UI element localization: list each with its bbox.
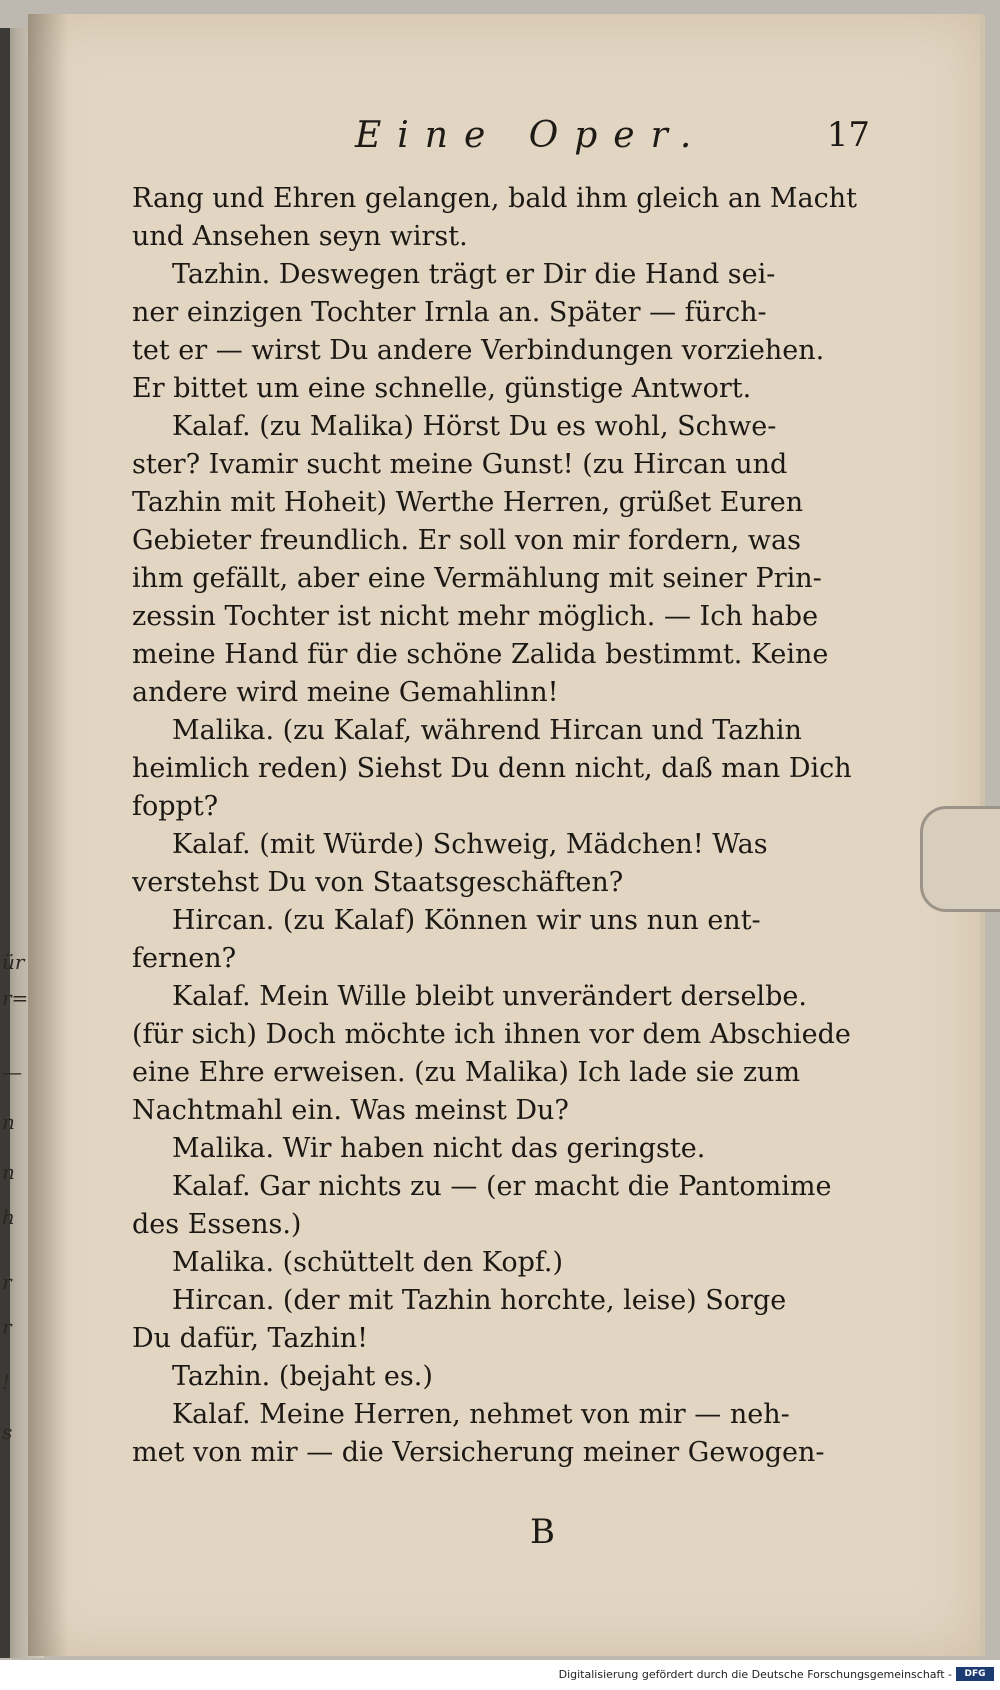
text-line: Malika. Wir haben nicht das geringste. <box>172 1133 706 1164</box>
page-header <box>130 115 870 165</box>
dfg-logo: DFG <box>956 1667 994 1681</box>
text-line: heimlich reden) Siehst Du denn nicht, daß man Dich <box>132 753 852 784</box>
text-line: Hircan. (der mit Tazhin horchte, leise) Sorge <box>172 1285 787 1316</box>
text-line: Malika. (zu Kalaf, während Hircan und Tazhin <box>172 715 802 746</box>
text-line: zessin Tochter ist nicht mehr möglich. — Ich habe <box>132 601 819 632</box>
text-line: Tazhin mit Hoheit) Werthe Herren, grüßet Euren <box>132 487 804 518</box>
text-line: und Ansehen seyn wirst. <box>132 221 468 252</box>
body-text <box>132 180 876 1472</box>
text-line: ster? Ivamir sucht meine Gunst! (zu Hircan und <box>132 449 788 480</box>
text-line: verstehst Du von Staatsgeschäften? <box>132 867 624 898</box>
text-line: Kalaf. Mein Wille bleibt unverändert derselbe. <box>172 981 807 1012</box>
text-line: Kalaf. (zu Malika) Hörst Du es wohl, Schwe- <box>172 411 777 442</box>
page-number: 17 <box>826 115 870 155</box>
left-page-fragment: — <box>2 1060 22 1084</box>
text-line: des Essens.) <box>132 1209 302 1240</box>
page-tab <box>920 806 1000 912</box>
text-line: (für sich) Doch möchte ich ihnen vor dem Abschiede <box>132 1019 851 1050</box>
left-page-fragment: n <box>2 1160 15 1184</box>
text-line: Kalaf. (mit Würde) Schweig, Mädchen! Was <box>172 829 768 860</box>
signature-mark: B <box>530 1512 555 1552</box>
text-line: ner einzigen Tochter Irnla an. Später — fürch- <box>132 297 767 328</box>
text-line: eine Ehre erweisen. (zu Malika) Ich lade sie zum <box>132 1057 801 1088</box>
text-line: Tazhin. (bejaht es.) <box>172 1361 433 1392</box>
text-line: ihm gefällt, aber eine Vermählung mit seiner Prin- <box>132 563 822 594</box>
left-page-fragment: s <box>2 1420 13 1444</box>
left-page-fragment: r <box>2 1270 12 1294</box>
text-line: meine Hand für die schöne Zalida bestimmt. Keine <box>132 639 829 670</box>
running-title: Eine Oper. <box>355 115 708 156</box>
left-page-fragment: n <box>2 1110 15 1134</box>
left-page-fragment: r= <box>2 986 29 1010</box>
left-page-fragment: ! <box>2 1370 11 1394</box>
text-line: Nachtmahl ein. Was meinst Du? <box>132 1095 569 1126</box>
left-page-fragment: h <box>2 1205 15 1229</box>
text-line: andere wird meine Gemahlinn! <box>132 677 559 708</box>
footer-bar <box>0 1660 1000 1690</box>
text-line: foppt? <box>132 791 219 822</box>
text-line: fernen? <box>132 943 237 974</box>
text-line: Tazhin. Deswegen trägt er Dir die Hand sei- <box>172 259 776 290</box>
left-page-fragment: r <box>2 1315 12 1339</box>
text-line: Rang und Ehren gelangen, bald ihm gleich an Macht <box>132 183 857 214</box>
text-line: Malika. (schüttelt den Kopf.) <box>172 1247 564 1278</box>
text-line: Er bittet um eine schnelle, günstige Antwort. <box>132 373 752 404</box>
spine-shadow <box>28 14 68 1656</box>
text-line: met von mir — die Versicherung meiner Gewogen- <box>132 1437 825 1468</box>
footer-credit: Digitalisierung gefördert durch die Deutsche Forschungsgemeinschaft - <box>558 1668 952 1681</box>
text-line: Hircan. (zu Kalaf) Können wir uns nun ent- <box>172 905 761 936</box>
left-page-fragment: ür <box>2 950 25 974</box>
text-line: tet er — wirst Du andere Verbindungen vorziehen. <box>132 335 825 366</box>
text-line: Gebieter freundlich. Er soll von mir fordern, was <box>132 525 801 556</box>
text-line: Kalaf. Meine Herren, nehmet von mir — neh- <box>172 1399 790 1430</box>
left-page-fragments <box>0 950 29 1550</box>
text-line: Du dafür, Tazhin! <box>132 1323 368 1354</box>
text-line: Kalaf. Gar nichts zu — (er macht die Pantomime <box>172 1171 832 1202</box>
